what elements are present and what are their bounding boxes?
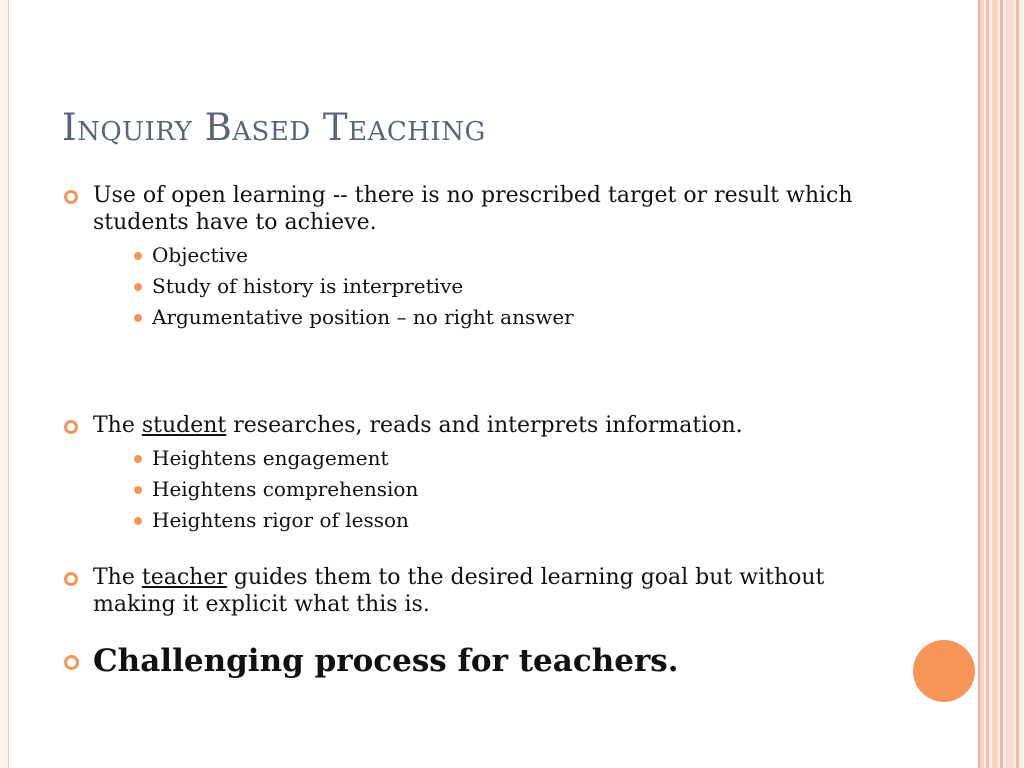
sub-item-text: Study of history is interpretive <box>152 274 464 298</box>
sub-item-text: Heightens engagement <box>152 446 389 470</box>
slide-title: Inquiry Based Teaching <box>62 106 486 149</box>
bullet-text: Challenging process for teachers. <box>93 643 679 679</box>
sub-item-text: Heightens comprehension <box>152 477 419 501</box>
decorative-stripe <box>986 0 989 768</box>
bullet-prefix: The <box>93 565 142 590</box>
dot-bullet-icon <box>134 486 142 494</box>
dot-bullet-icon <box>134 252 142 260</box>
bullet-text <box>93 565 824 617</box>
sub-item <box>134 443 882 474</box>
sub-item-text: Objective <box>152 243 249 267</box>
sub-list <box>93 240 882 333</box>
decorative-stripe <box>992 0 998 768</box>
dot-bullet-icon <box>134 314 142 322</box>
ring-bullet-icon <box>64 190 78 204</box>
bullet-challenging <box>62 643 882 679</box>
sub-item-text: Heightens rigor of lesson <box>152 508 409 532</box>
underlined-word-teacher: teacher <box>141 565 227 590</box>
ring-bullet-icon <box>64 420 78 434</box>
decorative-stripe <box>1016 0 1019 768</box>
sub-item <box>134 474 882 505</box>
sub-list <box>93 443 882 536</box>
decorative-stripe <box>980 0 984 768</box>
sub-item-text: Argumentative position – no right answer <box>152 305 574 329</box>
ring-bullet-icon <box>64 572 78 586</box>
dot-bullet-icon <box>134 283 142 291</box>
decorative-circle <box>913 640 975 702</box>
decorative-stripe <box>1006 0 1014 768</box>
bullet-suffix: researches, reads and interprets information. <box>226 413 743 438</box>
bullet-open-learning <box>62 182 882 333</box>
sub-item <box>134 505 882 536</box>
bullet-prefix: The <box>93 413 142 438</box>
bullet-teacher <box>62 564 882 618</box>
dot-bullet-icon <box>134 455 142 463</box>
dot-bullet-icon <box>134 517 142 525</box>
slide-content <box>62 182 882 679</box>
bullet-suffix: guides them to the desired learning goal but without making it explicit what this is. <box>93 565 825 617</box>
decorative-stripe <box>1000 0 1003 768</box>
sub-item <box>134 271 882 302</box>
bullet-text: Use of open learning -- there is no prescribed target or result which students have to achieve. <box>93 183 853 235</box>
ring-bullet-icon <box>64 655 79 670</box>
underlined-word-student: student <box>141 413 227 438</box>
bullet-text <box>93 413 743 438</box>
sub-item <box>134 240 882 271</box>
bullet-student <box>62 412 882 536</box>
sub-item <box>134 302 882 333</box>
